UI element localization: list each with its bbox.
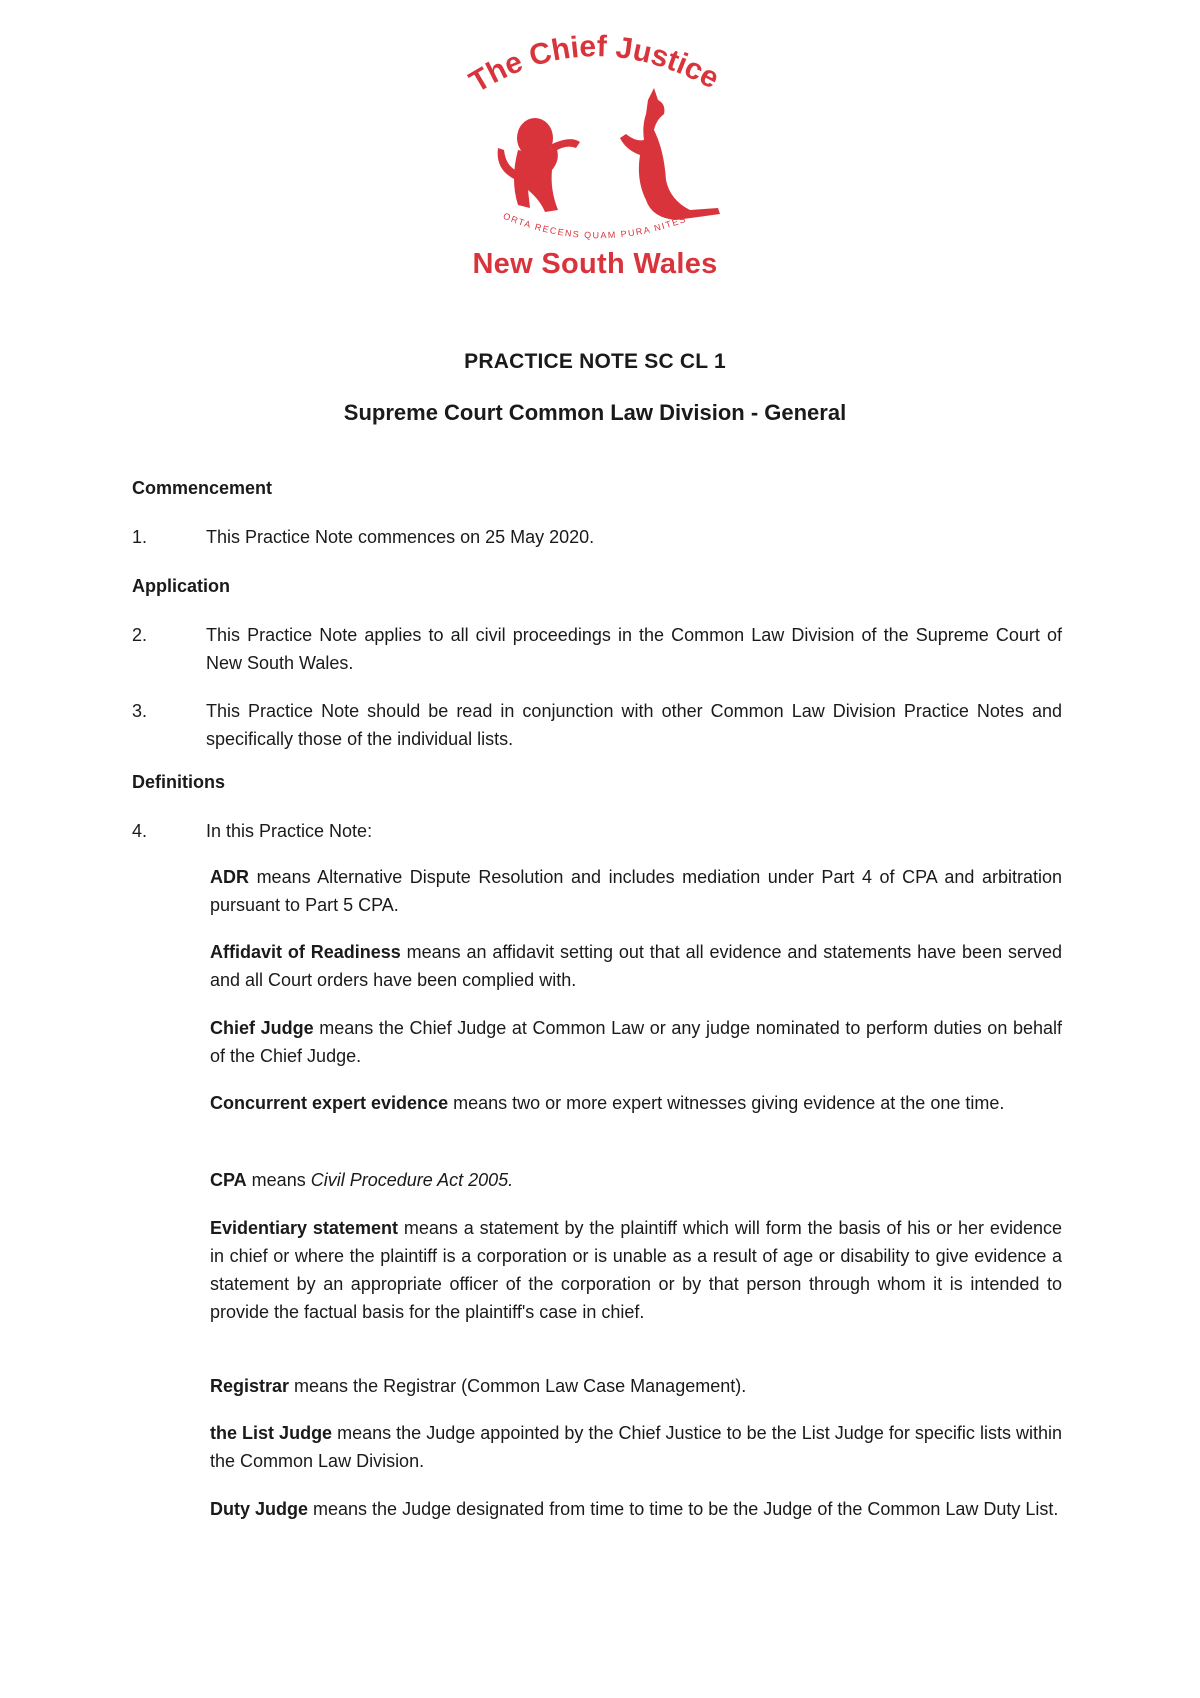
lion-icon	[498, 118, 580, 212]
definition-meaning: means the Judge appointed by the Chief Justice to be the List Judge for specific lists within the Common Law Division.	[210, 1423, 1062, 1471]
heading-application: Application	[132, 576, 230, 596]
definition-concurrent-expert-evidence	[210, 1089, 1062, 1117]
definition-chief-judge	[210, 1014, 1062, 1070]
definition-act-name: Civil Procedure Act 2005.	[310, 1170, 514, 1190]
heading-definitions: Definitions	[132, 772, 225, 792]
chief-justice-crest	[440, 30, 750, 280]
definition-term: Evidentiary statement	[210, 1218, 398, 1238]
definition-duty-judge	[210, 1495, 1062, 1523]
definition-meaning: means	[246, 1170, 311, 1190]
definition-term: Duty Judge	[210, 1499, 309, 1519]
definition-affidavit-of-readiness	[210, 938, 1062, 994]
document-subtitle: Supreme Court Common Law Division - General	[343, 400, 847, 425]
definition-meaning: means a statement by the plaintiff which will form the basis of his or her evidence in chief or where the plaintiff is a corporation or is unable as a result of age or disability to give evidence a statement by an appropriate officer of the corporation or by that person through whom it is intended to provide the factual basis for the plaintiff's case in chief.	[210, 1218, 1062, 1322]
definition-evidentiary-statement	[210, 1214, 1062, 1326]
definition-term: ADR	[210, 867, 249, 887]
definition-list-judge	[210, 1419, 1062, 1475]
svg-text:The Chief Justice	[464, 30, 725, 99]
definition-cpa	[210, 1166, 1062, 1194]
document-title: PRACTICE NOTE SC CL 1	[464, 350, 726, 373]
definition-term: Concurrent expert evidence	[210, 1093, 449, 1113]
heading-commencement: Commencement	[132, 478, 273, 498]
crest-motto-top: The Chief Justice	[463, 30, 725, 100]
definition-meaning: means the Chief Judge at Common Law or any judge nominated to perform duties on behalf of the Chief Judge.	[210, 1018, 1062, 1066]
crest-latin-motto: ORTA RECENS QUAM PURA NITES	[501, 210, 689, 241]
definition-term: Registrar	[210, 1376, 290, 1396]
definition-meaning: means Alternative Dispute Resolution and includes mediation under Part 4 of CPA and arbitration pursuant to Part 5 CPA.	[210, 867, 1062, 915]
definition-meaning: means the Judge designated from time to time to be the Judge of the Common Law Duty List.	[308, 1499, 1059, 1519]
paragraph-number: 2.	[132, 625, 148, 645]
definition-adr	[210, 863, 1062, 919]
definition-meaning: means two or more expert witnesses giving evidence at the one time.	[448, 1093, 1005, 1113]
definition-meaning: means an affidavit setting out that all evidence and statements have been served and all Court orders have been complied with.	[210, 942, 1062, 990]
kangaroo-icon	[620, 88, 720, 220]
crest-emblem	[440, 30, 750, 280]
definition-meaning: means the Registrar (Common Law Case Management).	[289, 1376, 747, 1396]
paragraph-text: In this Practice Note:	[206, 821, 373, 841]
definition-registrar	[210, 1372, 1062, 1400]
definition-term: the List Judge	[210, 1423, 333, 1443]
paragraph-text: This Practice Note should be read in conjunction with other Common Law Division Practice Notes and specifically those of the individual lists.	[206, 701, 1062, 749]
crest-region-label: New South Wales	[472, 248, 718, 280]
paragraph-number: 4.	[132, 821, 148, 841]
paragraph-text: This Practice Note commences on 25 May 2020.	[206, 527, 595, 547]
paragraph-number: 3.	[132, 701, 148, 721]
definition-term: Affidavit of Readiness	[210, 942, 401, 962]
definition-term: Chief Judge	[210, 1018, 314, 1038]
paragraph-text: This Practice Note applies to all civil proceedings in the Common Law Division of the Supreme Court of New South Wales.	[206, 625, 1062, 673]
paragraph-number: 1.	[132, 527, 148, 547]
definition-term: CPA	[210, 1170, 247, 1190]
